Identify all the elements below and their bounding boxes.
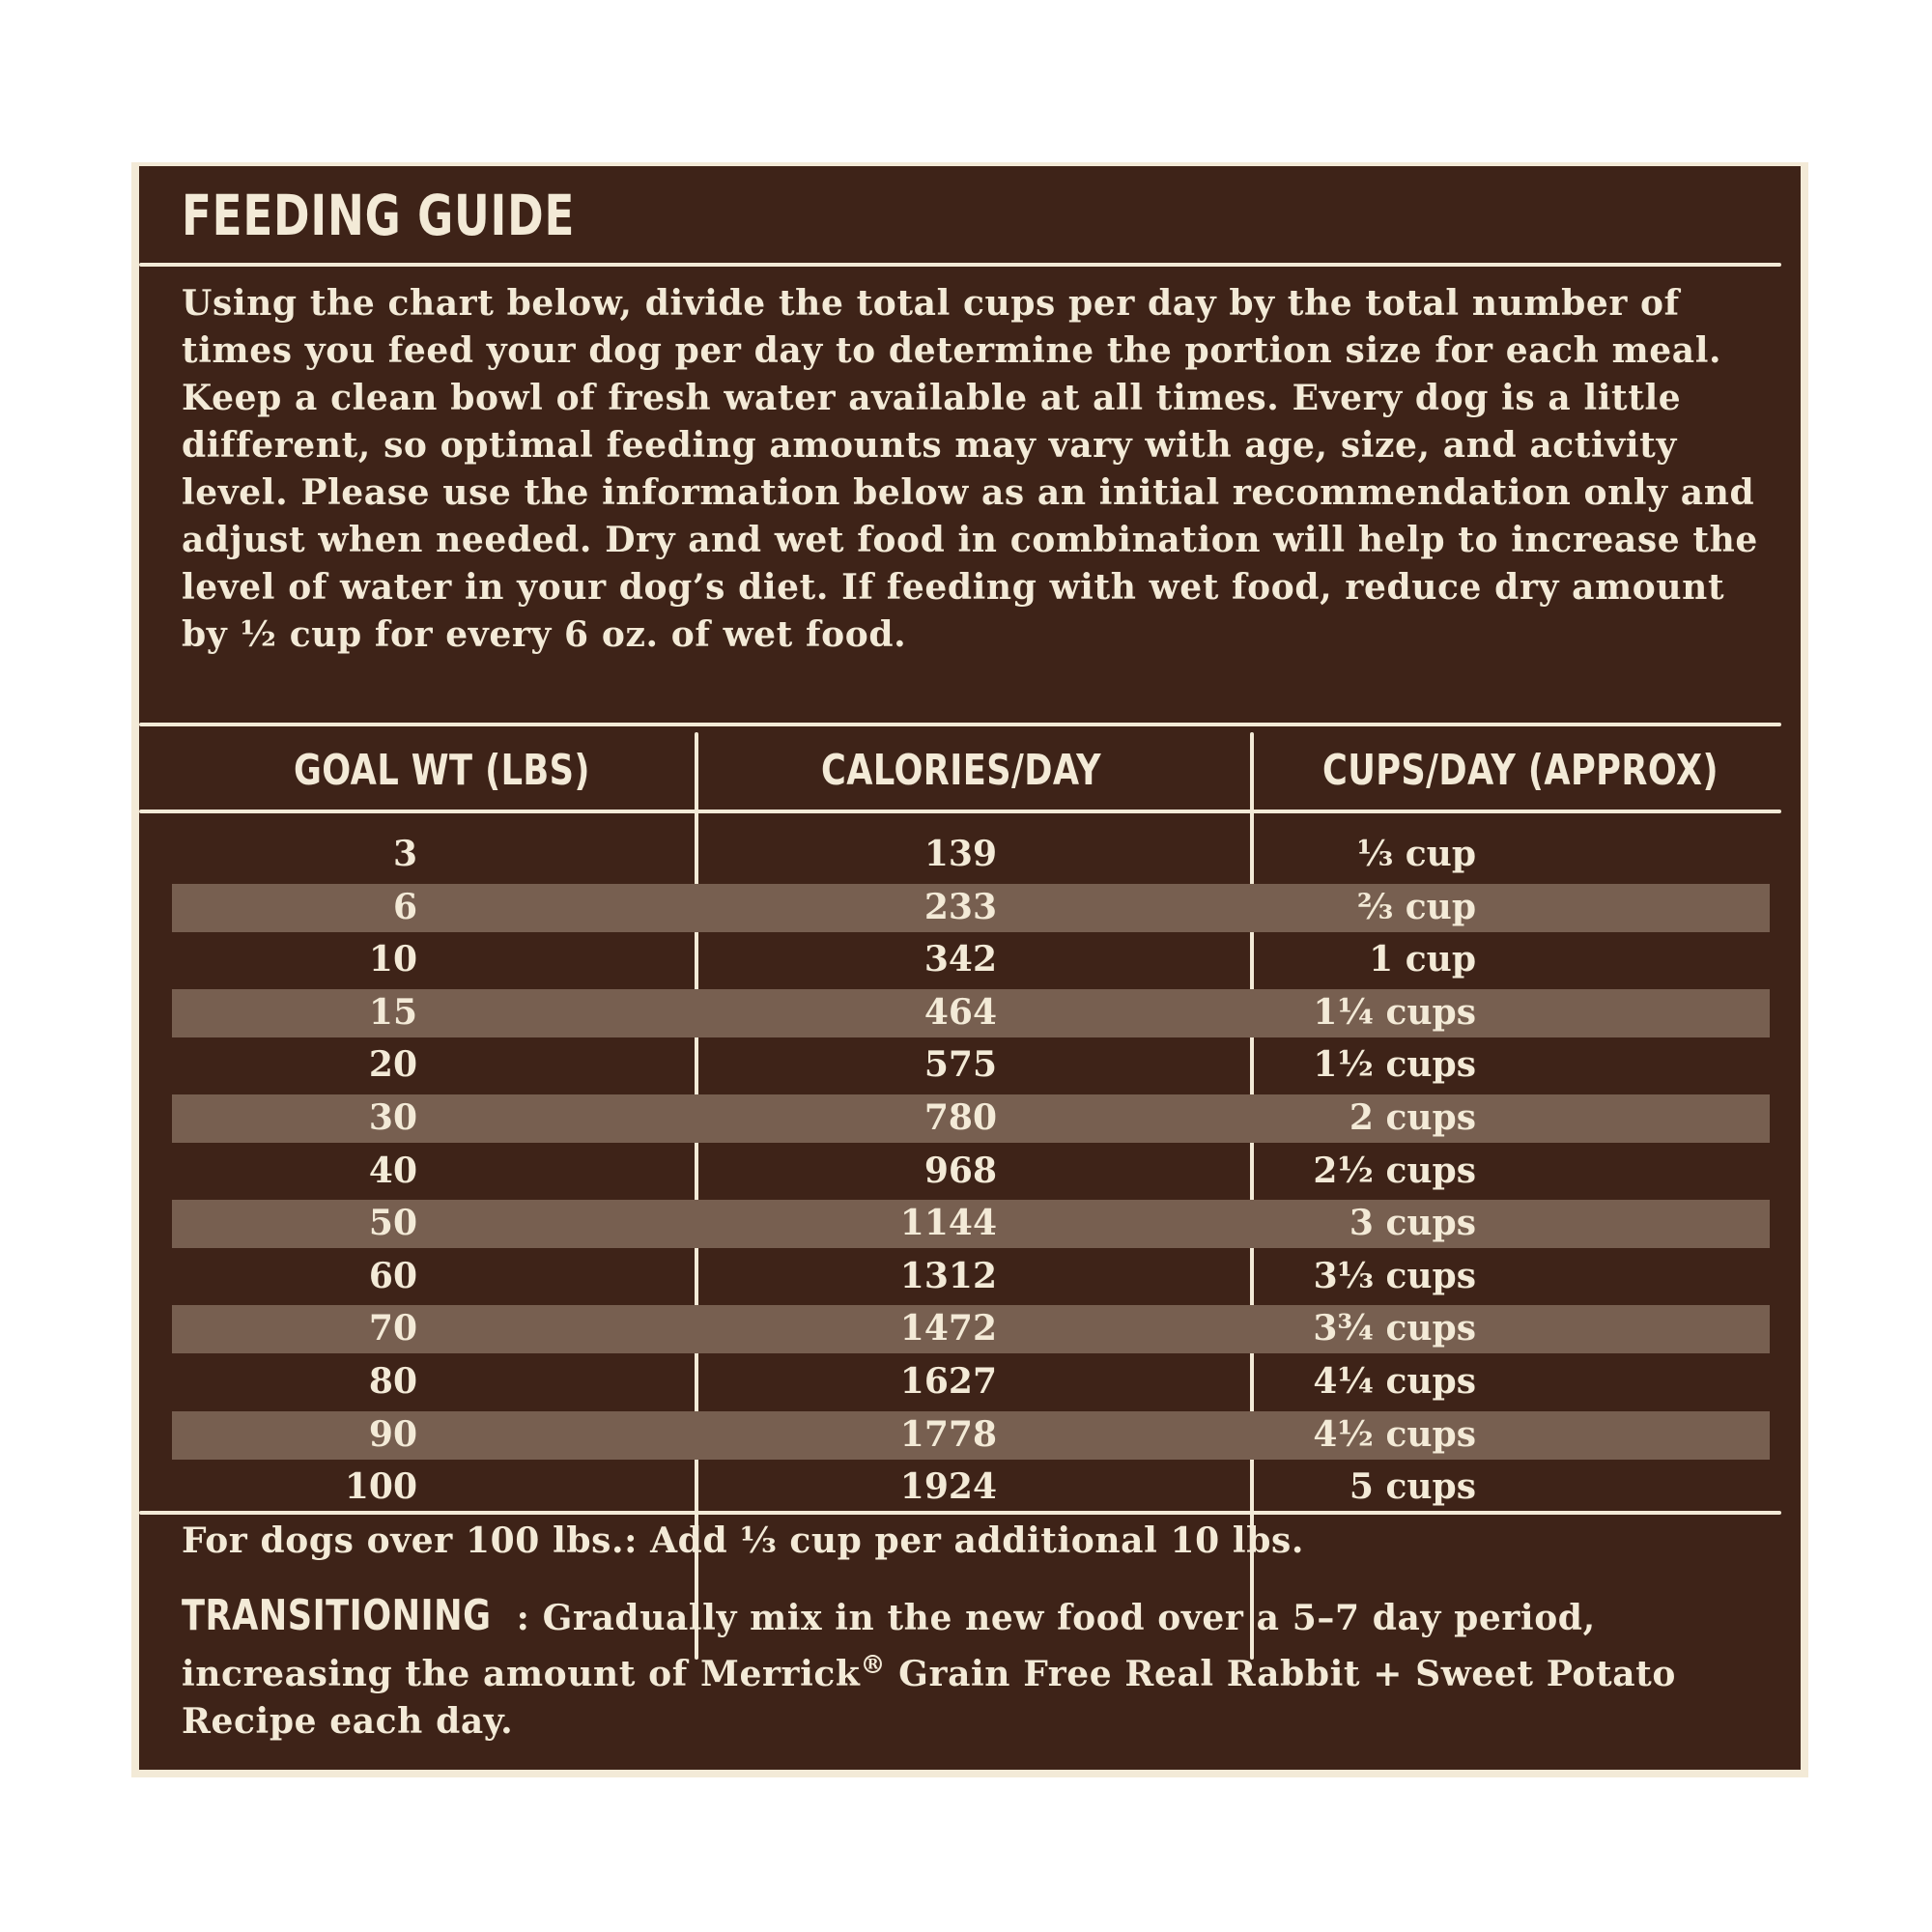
cell-calories: 1472 bbox=[899, 1308, 997, 1350]
cell-calories: 780 bbox=[923, 1096, 997, 1138]
cell-calories: 139 bbox=[923, 834, 997, 874]
cell-goal-weight: 90 bbox=[368, 1413, 417, 1455]
cell-calories: 464 bbox=[923, 991, 997, 1033]
cell-goal-weight: 80 bbox=[368, 1360, 417, 1402]
table-row bbox=[172, 827, 1770, 880]
table-top-divider bbox=[139, 723, 1781, 726]
table-header bbox=[139, 730, 1801, 815]
cell-cups: 1 cup bbox=[1369, 939, 1476, 980]
feeding-guide-title: FEEDING GUIDE bbox=[182, 183, 576, 248]
transitioning-note bbox=[182, 1592, 1785, 1746]
feeding-table-body bbox=[172, 827, 1770, 1513]
cell-cups: 4½ cups bbox=[1313, 1413, 1476, 1455]
table-row bbox=[172, 1144, 1770, 1197]
cell-calories: 1144 bbox=[899, 1203, 997, 1244]
table-bottom-divider bbox=[139, 1511, 1781, 1515]
cell-calories: 233 bbox=[923, 886, 997, 927]
cell-calories: 1312 bbox=[899, 1255, 997, 1296]
title-divider bbox=[139, 263, 1781, 267]
table-row bbox=[172, 1196, 1770, 1249]
cell-goal-weight: 10 bbox=[368, 939, 417, 980]
header-calories: CALORIES/DAY bbox=[821, 746, 1102, 795]
cell-calories: 1627 bbox=[899, 1360, 997, 1402]
table-row bbox=[172, 1301, 1770, 1354]
transitioning-text-end: Grain Free Real Rabbit + Sweet Potato Recipe each day. bbox=[182, 1654, 1677, 1742]
cell-goal-weight: 100 bbox=[344, 1466, 417, 1508]
cell-cups: 3 cups bbox=[1349, 1203, 1476, 1244]
table-row bbox=[172, 1460, 1770, 1513]
cell-goal-weight: 70 bbox=[368, 1308, 417, 1350]
cell-cups: 2 cups bbox=[1349, 1096, 1476, 1138]
cell-cups: ⅔ cup bbox=[1356, 886, 1476, 927]
cell-calories: 342 bbox=[923, 939, 997, 980]
cell-calories: 968 bbox=[923, 1150, 997, 1191]
cell-goal-weight: 60 bbox=[368, 1255, 417, 1296]
cell-cups: ⅓ cup bbox=[1356, 834, 1476, 874]
large-dog-footnote: For dogs over 100 lbs.: Add ⅓ cup per additional 10 lbs. bbox=[182, 1520, 1304, 1561]
intro-paragraph: Using the chart below, divide the total cups per day by the total number of times you feed your dog per day to determine the portion size for each meal. Keep a clean bowl of fresh water available at all times. Every dog is a little different, so optimal feeding amounts may vary with age, size, and activity level. Please use the information below as an initial recommendation only and adjust when needed. Dry and wet food in combination will help to increase the level of water in your dog’s diet. If feeding with wet food, reduce dry amount by ½ cup for every 6 oz. of wet food. bbox=[182, 283, 1758, 655]
cell-goal-weight: 6 bbox=[392, 886, 417, 927]
table-row bbox=[172, 880, 1770, 933]
cell-cups: 5 cups bbox=[1349, 1466, 1476, 1508]
header-goal-weight: GOAL WT (LBS) bbox=[294, 746, 590, 795]
header-divider bbox=[139, 810, 1781, 813]
cell-goal-weight: 50 bbox=[368, 1203, 417, 1244]
table-row bbox=[172, 932, 1770, 985]
cell-calories: 575 bbox=[923, 1044, 997, 1086]
table-row bbox=[172, 1354, 1770, 1407]
table-row bbox=[172, 985, 1770, 1038]
cell-goal-weight: 40 bbox=[368, 1150, 417, 1191]
cell-goal-weight: 3 bbox=[392, 834, 417, 874]
table-row bbox=[172, 1037, 1770, 1091]
table-row bbox=[172, 1091, 1770, 1144]
cell-cups: 4¼ cups bbox=[1313, 1360, 1476, 1402]
cell-goal-weight: 20 bbox=[368, 1044, 417, 1086]
feeding-guide-panel bbox=[139, 166, 1801, 1770]
cell-calories: 1778 bbox=[899, 1413, 997, 1455]
transitioning-text: : Gradually mix in the new food over a 5–7 day period, increasing the amount of Merrick bbox=[182, 1598, 1596, 1694]
cell-cups: 1½ cups bbox=[1313, 1044, 1476, 1086]
table-row bbox=[172, 1249, 1770, 1302]
cell-goal-weight: 15 bbox=[368, 991, 417, 1033]
registered-mark: ® bbox=[860, 1651, 887, 1680]
cell-cups: 1¼ cups bbox=[1313, 991, 1476, 1033]
transitioning-label: TRANSITIONING bbox=[182, 1591, 492, 1640]
cell-cups: 3¾ cups bbox=[1313, 1308, 1476, 1350]
header-cups: CUPS/DAY (APPROX) bbox=[1322, 746, 1719, 795]
table-row bbox=[172, 1407, 1770, 1461]
cell-cups: 2½ cups bbox=[1313, 1150, 1476, 1191]
cell-goal-weight: 30 bbox=[368, 1096, 417, 1138]
cell-calories: 1924 bbox=[899, 1466, 997, 1508]
cell-cups: 3⅓ cups bbox=[1313, 1255, 1476, 1296]
